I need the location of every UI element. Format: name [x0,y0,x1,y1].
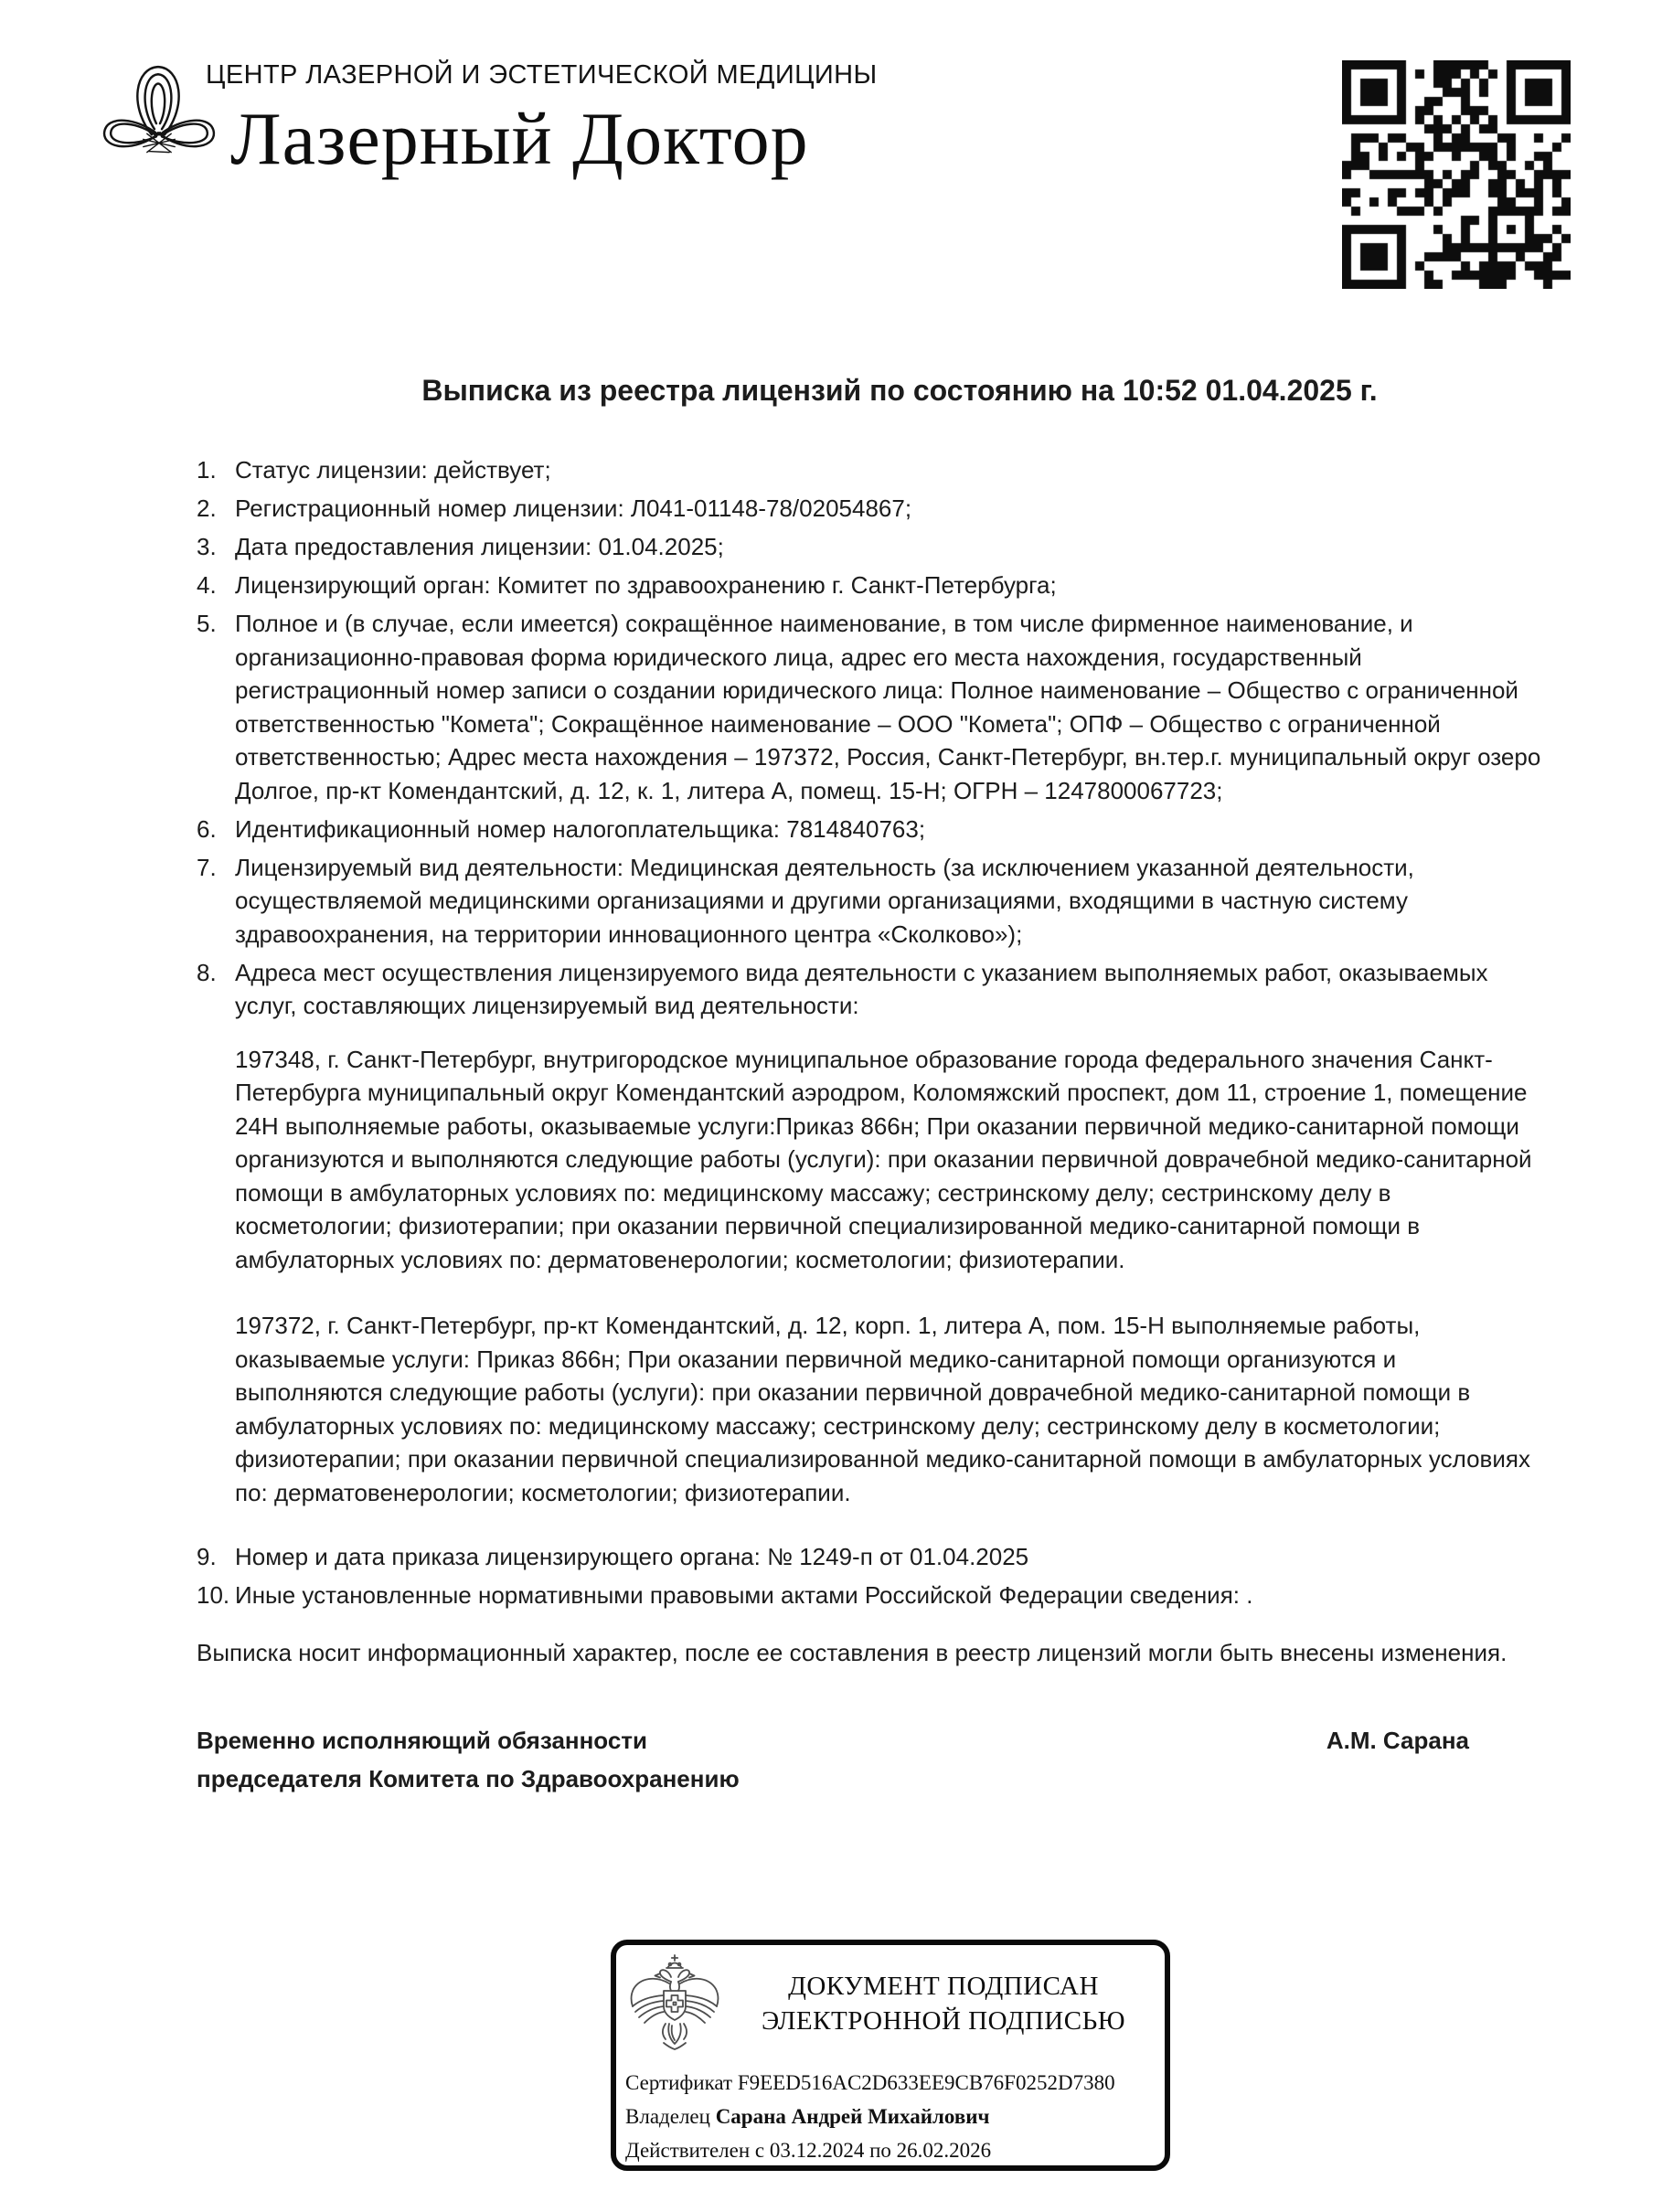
item-number: 3. [197,533,217,560]
list-item [197,813,1548,846]
item-number: 5. [197,610,217,637]
informational-note: Выписка носит информационный характер, после ее составления в реестр лицензий могли быть внесены изменения. [197,1638,1508,1666]
list-item [197,530,1548,564]
item-text: Идентификационный номер налогоплательщика: 7814840763; [235,814,926,843]
item-text: Номер и дата приказа лицензирующего органа: № 1249-п от 01.04.2025 [235,1543,1029,1570]
list-item [197,851,1548,952]
electronic-signature-stamp [611,1940,1170,2171]
address-paragraph-2: 197372, г. Санкт-Петербург, пр-кт Комендантский, д. 12, корп. 1, литера А, пом. 15-Н выполняемые работы, оказываемые услуги: Приказ 866н; При оказании первичной медико-санитарной помощи организуются и выполняются следующие работы (услуги): при оказании первичной доврачебной медико-санитарной помощи в амбулаторных условиях по: медицинскому массажу; сестринскому делу; сестринскому делу в косметологии; физиотерапии; при оказании первичной специализированной медико-санитарной помощи в амбулаторных условиях по: дерматовенерологии; косметологии; физиотерапии. [235,1312,1530,1506]
signatory-position [197,1721,740,1798]
stamp-title-line1: ДОКУМЕНТ ПОДПИСАН [788,1972,1099,2001]
list-item [197,1579,1548,1612]
item-number: 1. [197,456,217,484]
qr-code [1342,60,1571,289]
list-item [197,956,1548,1510]
item-text: Регистрационный номер лицензии: Л041-01148-78/02054867; [235,495,912,522]
item-number: 8. [197,958,217,986]
stamp-details [625,2066,1159,2167]
certificate-value: F9EED516AC2D633EE9CB76F0252D7380 [737,2071,1115,2094]
clinic-tagline: ЦЕНТР ЛАЗЕРНОЙ И ЭСТЕТИЧЕСКОЙ МЕДИЦИНЫ [206,60,878,90]
list-item [197,569,1548,602]
signatory-name: А.М. Сарана [1326,1727,1469,1754]
item-text: Иные установленные нормативными правовыми актами Российской Федерации сведения: . [235,1581,1253,1609]
signature-block [197,1721,1469,1798]
validity-line: Действителен с 03.12.2024 по 26.02.2026 [625,2139,992,2162]
list-item [197,607,1548,807]
list-item [197,453,1548,487]
item-text: Дата предоставления лицензии: 01.04.2025; [235,533,724,560]
item-number: 9. [197,1543,217,1570]
double-headed-eagle-icon [629,1954,720,2055]
signatory-position-line2: председателя Комитета по Здравоохранению [197,1765,740,1792]
item-text: Полное и (в случае, если имеется) сокращённое наименование, в том числе фирменное наименование, и организационно-правовая форма юридического лица, адрес его места нахождения, государственный регистрационный номер записи о создании юридического лица: Полное наименование – Общество с ограниченной ответственностью "Комета"; Сокращённое наименование – ООО "Комета"; ОПФ – Общество с ограниченной ответственностью; Адрес места нахождения – 197372, Россия, Санкт-Петербург, вн.тер.г. муниципальный округ озеро Долгое, пр-кт Комендантский, д. 12, к. 1, литера А, помещ. 15-Н; ОГРН – 1247800067723; [235,610,1541,804]
signatory-position-line1: Временно исполняющий обязанности [197,1727,648,1754]
owner-label: Владелец [625,2105,710,2128]
item-text: Лицензируемый вид деятельности: Медицинская деятельность (за исключением указанной деятельности, осуществляемой медицинскими организациями и другими организациями, входящими в частную систему здравоохранения, на территории инновационного центра «Сколково»); [235,853,1414,948]
stamp-title-line2: ЭЛЕКТРОННОЙ ПОДПИСЬЮ [761,2006,1126,2036]
certificate-label: Сертификат [625,2071,733,2094]
address-paragraph-1: 197348, г. Санкт-Петербург, внутригородское муниципальное образование города федерального значения Санкт-Петербурга муниципальный округ Комендантский аэродром, Коломяжский проспект, дом 11, строение 1, помещение 24Н выполняемые работы, оказываемые услуги:Приказ 866н; При оказании первичной медико-санитарной помощи организуются и выполняются следующие работы (услуги): при оказании первичной доврачебной медико-санитарной помощи в амбулаторных условиях по: медицинскому массажу; сестринскому делу; сестринскому делу в косметологии; физиотерапии; при оказании первичной специализированной медико-санитарной помощи в амбулаторных условиях по: дерматовенерологии; косметологии; физиотерапии. [235,1045,1532,1273]
item-text-main: Адреса мест осуществления лицензируемого вида деятельности с указанием выполняемых работ, оказываемых услуг, составляющих лицензируемый вид деятельности: [235,958,1488,1019]
document-title: Выписка из реестра лицензий по состоянию на 10:52 01.04.2025 г. [421,374,1378,407]
clinic-name: Лазерный Доктор [230,97,809,180]
owner-line [625,2100,1159,2133]
certificate-line [625,2066,1159,2100]
list-item [197,492,1548,526]
item-number: 4. [197,571,217,599]
list-item [197,1540,1548,1574]
item-number: 7. [197,853,217,881]
item-text: Статус лицензии: действует; [235,456,551,484]
item-number: 10. [197,1581,230,1609]
item-number: 2. [197,495,217,522]
clinic-logo-knot-icon [101,60,218,174]
document-body [197,373,1548,1798]
item-text [235,956,1548,1510]
owner-name: Сарана Андрей Михайлович [715,2105,990,2128]
stamp-title [730,1969,1157,2038]
item-text: Лицензирующий орган: Комитет по здравоохранению г. Санкт-Петербурга; [235,571,1057,599]
item-number: 6. [197,814,217,843]
